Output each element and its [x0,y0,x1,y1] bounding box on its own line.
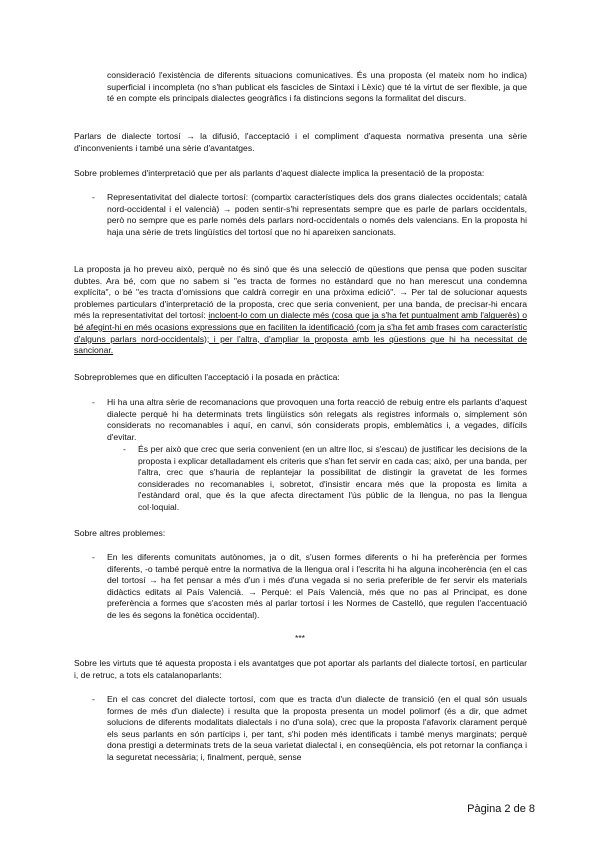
bullet-communities: En les diferents comunitats autònomes, ja o dit, s'usen formes diferents o hi ha preferència per formes diferents, -o també perquè entre la normativa de la llengua oral i l'escrita hi ha alguna incoherència (en el cas del tortosí → ha fet pensar a més d'un i més d'una vegada si no seria preferible de fer servir els materials didàctics editats al País Valencià. → Perquè: el País Valencià, més que no pas al Principat, es done preferència a formes que s'acosten més al parlar tortosí i les Normes de Castelló, que regulen l'accentuació de les és segons la fonètica occidental). [107,552,527,620]
paragraph-proposal-text: La proposta ja ho preveu això, perquè no és sinó que és una selecció de qüestions que pensa que poden suscitar dubtes. Ara bé, com que no sabem si "es tracta de formes no estàndard que no han merescut una condemna explícita", o bé "es tracta d'omissions que caldrà corregir en una pròxima edició". → Per tal de solucionar aquests problemes particulars d'interpretació de la proposta, crec que seria convenient, per una banda, de precisar-hi encara més la representativitat del tortosí: [74,264,527,321]
bullet-dash: - [92,694,95,704]
section-separator: *** [294,633,306,643]
bullet-recommendations: Hi ha una altra sèrie de recomanacions que provoquen una forta reacció de rebuig entre els parlants d'aquest dialecte perquè hi ha determinats trets lingüístics són relegats als registres informals o, simplement són considerats no recomanables i aquí, en canvi, són considerats propis, emblemàtics i, a vegades, difícils d'evitar. [107,397,527,442]
bullet-dash: - [92,192,95,202]
heading-virtues: Sobre les virtuts que té aquesta proposta i els avantatges que pot aportar als parlants del dialecte tortosí, en particular i, de retruc, a tots els catalanoparlants: [74,658,527,680]
page-number: Pàgina 2 de 8 [467,803,535,815]
paragraph-proposal [74,264,527,357]
paragraph-proposal-underlined: incloent-lo com un dialecte més (cosa que ja s'ha fet puntualment amb l'alguerès) o bé afegint-hi en més ocasions expressions que en faciliten la identificació (com ja s'ha fet amb frases com característic d'alguns parlars nord-occidentals); i per l'altra, d'ampliar la proposta amb les qüestions que hi ha necessitat de sancionar. [74,310,527,356]
sub-bullet-justification: És per això que crec que seria convenient (en un altre lloc, si s'escau) de justificar les decisions de la proposta i explicar detalladament els criteris que s'han fet servir en cada cas; això, per una banda, per l'altra, crec que s'hauria de replantejar la possibilitat de distingir la gravetat de les formes considerades no recomanables i, sobretot, d'insistir encara més que la proposta es limita a l'estàndard oral, que és la que afecta directament l'ús públic de la llengua, no pas la llengua col·loquial. [138,444,527,512]
bullet-representativity: Representativitat del dialecte tortosí: (compartix característiques dels dos grans dialectes occidentals; català nord-occidental i el valencià) → poden sentir-s'hi representats sempre que es parle de parlars occidentals, però no sempre que es parle només dels parlars nord-occidentals o només dels valencians. En la proposta hi haja una sèrie de trets lingüístics del tortosí que no hi apareixen sancionats. [107,192,527,237]
paragraph-tortosi-intro: Parlars de dialecte tortosí → la difusió, l'acceptació i el compliment d'aquesta normativa presenta una sèrie d'inconvenients i també una sèrie d'avantatges. [74,131,527,153]
heading-interpretation-problems: Sobre problemes d'interpretació que per als parlants d'aquest dialecte implica la presentació de la proposta: [74,168,485,178]
bullet-dash: - [92,552,95,562]
bullet-dash: - [92,397,95,407]
paragraph-continuation: consideració l'existència de diferents situacions comunicatives. És una proposta (el mateix nom ho indica) superficial i incompleta (no s'han publicat els fascicles de Sintaxi i Lèxic) que té la virtut de ser flexible, ja que té en compte els principals dialectes geogràfics i fa distincions segons la formalitat del discurs. [107,70,527,104]
heading-other-problems: Sobre altres problemes: [74,528,166,538]
sub-bullet-dash: - [123,444,126,454]
bullet-transition-dialect: En el cas concret del dialecte tortosí, com que es tracta d'un dialecte de transició (en el qual són usuals formes de més d'un dialecte) i resulta que la proposta presenta un model polimorf (és a dir, que admet solucions de diferents modalitats dialectals i no d'una sola), crec que la proposta l'afavorix clarament perquè els seus parlants en són partícips i, per tant, s'hi poden més identificats i també menys marginats; perquè dona prestigi a determinats trets de la seua varietat dialectal i, en conseqüència, els pot retornar la confiança i la seguretat necessària; i, finalment, perquè, sense [107,694,527,762]
heading-acceptance-problems: Sobreproblemes que en dificulten l'acceptació i la posada en pràctica: [74,372,340,382]
